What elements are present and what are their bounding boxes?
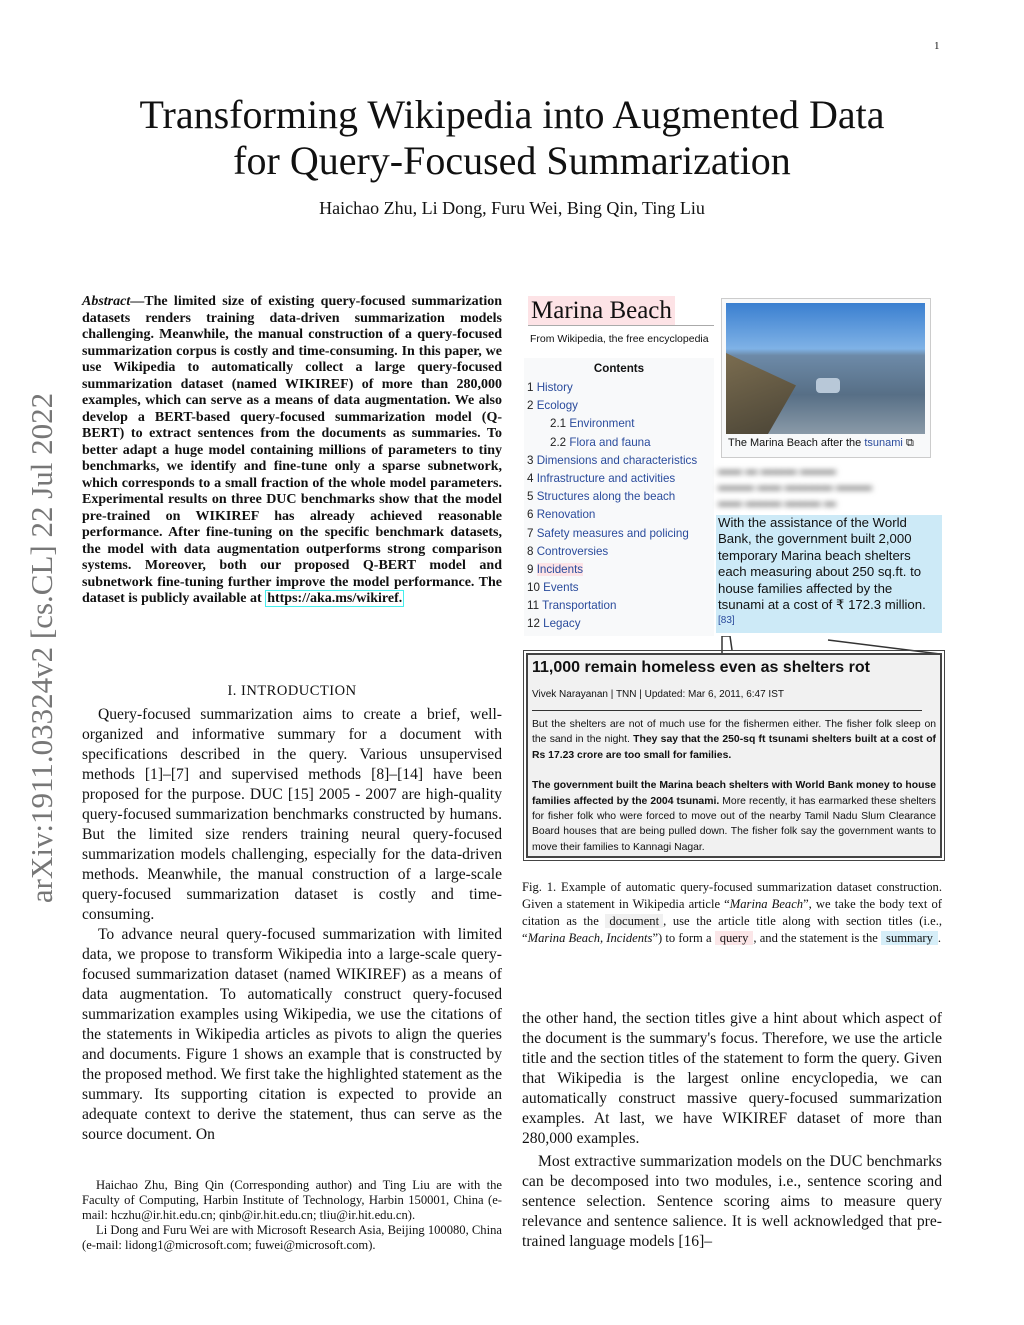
toc-link[interactable]: Renovation	[536, 508, 596, 522]
toc-item[interactable]	[524, 397, 714, 415]
news-text: But the shelters are not of much use for the fishermen either. The fisher folk sleep on the sand in the night.	[532, 719, 936, 746]
toc-number: 11	[527, 599, 540, 613]
toc-number: 3	[527, 453, 534, 467]
toc-number: 12	[527, 617, 540, 631]
toc-item[interactable]	[524, 579, 714, 597]
toc-item[interactable]	[524, 434, 714, 452]
toc-item[interactable]	[524, 543, 714, 561]
caption-text: ”) to form a	[652, 931, 715, 945]
summary-highlight: summary	[881, 931, 938, 945]
toc-link[interactable]: Ecology	[536, 399, 578, 413]
news-body	[532, 717, 936, 870]
news-text: More recently, it has earmarked these shelters for fisher folk who were forced to move out of the nearby Tamil Nadu Slum Clearance Board houses that are being pulled down. The fisher folk say the government wants to move their families to Kannagi Nagar.	[532, 795, 937, 853]
caption-italic: Marina Beach, Incidents	[527, 931, 653, 945]
paragraph: Most extractive summarization models on the DUC benchmarks can be decomposed into two modules, i.e., sentence scoring and sentence selection. Sentence scoring aims to measure query relevance and sentence salience. It is well acknowledged that pre-trained language models [16]–	[522, 1153, 942, 1250]
caption-text: , and the statement is the	[753, 931, 882, 945]
toc-item[interactable]	[524, 561, 714, 579]
toc-item[interactable]	[524, 597, 714, 615]
news-text-bold: The government built the Marina beach shelters with World Bank money to house families affected by the 2004 tsunami.	[532, 780, 936, 807]
toc-number: 5	[527, 490, 534, 504]
toc-link[interactable]: Incidents	[536, 562, 584, 576]
toc-item[interactable]	[524, 506, 714, 524]
toc-item[interactable]	[524, 615, 714, 633]
dataset-link[interactable]: https://aka.ms/wikiref.	[267, 591, 403, 606]
statement-text: With the assistance of the World Bank, the government built 2,000 temporary Marina beach shelters each measuring about 250 sq.ft. to house families affected by the tsunami at a cost of ₹ 172.3 million.	[718, 515, 926, 613]
toc-link[interactable]: Environment	[569, 417, 635, 431]
section-heading: I. INTRODUCTION	[227, 683, 357, 699]
divider	[528, 325, 714, 326]
toc-number: 2.2	[550, 435, 567, 449]
caption-text: , use the article title along with section titles (i.e., “	[522, 914, 943, 945]
document-highlight: document	[605, 914, 663, 928]
wiki-article-title: Marina Beach	[528, 296, 675, 326]
toc-item[interactable]	[524, 379, 714, 397]
arxiv-watermark: arXiv:1911.03324v2 [cs.CL] 22 Jul 2022	[24, 392, 59, 904]
toc-link[interactable]: Structures along the beach	[536, 490, 676, 504]
title-line: for Query-Focused Summarization	[233, 138, 791, 183]
news-byline: Vivek Narayanan | TNN | Updated: Mar 6, 2011, 6:47 IST	[532, 689, 784, 700]
query-highlight: query	[715, 931, 754, 945]
toc-number: 1	[527, 381, 534, 394]
toc-item[interactable]	[524, 415, 714, 433]
right-column-text	[522, 1009, 942, 1252]
toc-number: 8	[527, 544, 534, 558]
toc-item[interactable]	[524, 525, 714, 543]
toc-link[interactable]: Controversies	[536, 544, 609, 558]
title-line: Transforming Wikipedia into Augmented Data	[139, 92, 885, 137]
caption-text: Fig. 1. Example of automatic query-focused summarization dataset construction. Given a statement in Wikipedia article “	[522, 880, 942, 911]
toc-number: 10	[527, 581, 540, 595]
beach-photo	[726, 303, 925, 434]
blurred-text: ▬▬ ▬ ▬▬▬ ▬▬▬ ▬▬▬ ▬▬ ▬▬▬▬ ▬▬▬ ▬▬ ▬▬▬ ▬▬▬ ▬	[718, 463, 873, 509]
image-caption	[728, 437, 914, 450]
footnotes	[82, 1178, 502, 1253]
caption-italic: Marina Beach	[729, 897, 804, 911]
toc-number: 4	[527, 471, 534, 485]
toc-heading: Contents	[593, 362, 645, 375]
wiki-subtitle: From Wikipedia, the free encyclopedia	[530, 333, 709, 345]
toc-link[interactable]: Legacy	[543, 617, 581, 631]
authors: Haichao Zhu, Li Dong, Furu Wei, Bing Qin, Ting Liu	[319, 198, 705, 218]
toc-item[interactable]	[524, 488, 714, 506]
footnote: Li Dong and Furu Wei are with Microsoft Research Asia, Beijing 100080, China (e-mail: lidong1@microsoft.com; fuwei@microsoft.com).	[82, 1223, 502, 1252]
toc-link[interactable]: Infrastructure and activities	[536, 471, 676, 485]
toc-number: 9	[527, 562, 534, 576]
toc-link[interactable]: History	[536, 381, 573, 394]
figure-caption	[522, 879, 942, 947]
caption-text: .	[937, 931, 942, 945]
intro-text	[82, 705, 502, 1145]
abstract	[82, 294, 502, 608]
divider	[532, 710, 922, 711]
abstract-text: —The limited size of existing query-focused summarization datasets renders training data-driven summarization models challenging. Meanwhile, the manual construction of a query-focused summarization corpus is costly and time-consuming. In this paper, we use Wikipedia to automatically collect a large query-focused summarization dataset (named WIKIREF) of more than 280,000 examples, which can serve as a means of data augmentation. We also develop a BERT-based query-focused summarization model (Q-BERT) to extract sentences from the documents as summaries. To better adapt a huge model containing millions of parameters to tiny benchmarks, we identify and fine-tune only a sparse subnetwork, which corresponds to a small fraction of the whole model parameters. Experimental results on three DUC benchmarks show that the model pre-trained on WIKIREF has already achieved reasonable performance. After fine-tuning on the specific benchmark datasets, the model with data augmentation outperforms strong comparison systems. Moreover, both our proposed Q-BERT model and subnetwork fine-tuning further improve the model performance. The dataset is publicly available at	[82, 294, 502, 606]
toc-number: 6	[527, 508, 534, 522]
caption-text: ”, we take the body text of citation as the	[522, 897, 942, 928]
toc-number: 2.1	[550, 417, 567, 431]
toc-number: 7	[527, 526, 534, 540]
paragraph: To advance neural query-focused summarization with limited data, we propose to transform Wikipedia into a large-scale query-focused summarization dataset (named WIKIREF) as a means of data augmentation. To automatically construct query-focused summarization examples using Wikipedia, we use the citations of the statements in Wikipedia articles as pivots to align the queries and documents. Figure 1 shows an example that is constructed by the proposed method. We first take the highlighted statement as the summary. Its supporting citation is expected to provide an adequate context to derive the statement, thus can serve as the source document. On	[82, 926, 502, 1143]
toc-number: 2	[527, 399, 534, 413]
page-number: 1	[934, 40, 940, 52]
toc-link[interactable]: Events	[543, 581, 579, 595]
toc-item[interactable]	[524, 452, 714, 470]
enlarge-icon[interactable]: ⧉	[905, 437, 914, 449]
toc-item[interactable]	[524, 470, 714, 488]
paragraph: the other hand, the section titles give a hint about which aspect of the document is the summary's focus. Therefore, we use the article title and the section titles of the statement to form the query. Given that Wikipedia is the largest online encyclopedia, we can automatically construct massive query-focused summarization examples. At last, we have WIKIREF dataset of more than 280,000 examples.	[522, 1010, 942, 1147]
abstract-label: Abstract	[82, 294, 131, 309]
toc-link[interactable]: Transportation	[542, 599, 617, 613]
toc-link[interactable]: Safety measures and policing	[536, 526, 689, 540]
news-headline: 11,000 remain homeless even as shelters rot	[532, 659, 870, 676]
toc-link[interactable]: Flora and fauna	[569, 435, 651, 449]
table-of-contents	[524, 358, 714, 636]
footnote: Haichao Zhu, Bing Qin (Corresponding author) and Ting Liu are with the Faculty of Computing, Harbin Institute of Technology, Harbin 150001, China (e-mail: hczhu@ir.hit.edu.cn; qinb@ir.hit.edu.cn; tliu@ir.hit.edu.cn).	[82, 1178, 502, 1222]
paragraph: Query-focused summarization aims to create a brief, well-organized and informative summary for a document with specifications described in the query. Various unsupervised methods [1]–[7] and supervised methods [8]–[14] have been proposed for the purpose. DUC [15] 2005 - 2007 are high-quality query-focused summarization benchmarks constructed by humans. But the limited size renders training neural query-focused summarization models challenging, especially for the data-driven methods. Meanwhile, the manual construction of a large-scale query-focused summarization dataset is costly and time-consuming.	[82, 706, 502, 923]
news-text-bold: They say that the 250-sq ft tsunami shelters built at a cost of Rs 17.23 crore are too small for families.	[532, 734, 936, 761]
tsunami-link[interactable]: tsunami	[864, 437, 903, 449]
wiki-image-box	[721, 298, 931, 458]
news-article-box	[526, 653, 942, 858]
highlighted-statement	[716, 515, 942, 633]
caption-text: The Marina Beach after the	[728, 437, 865, 449]
paper-title	[80, 92, 944, 184]
citation-ref[interactable]: [83]	[718, 615, 735, 627]
toc-link[interactable]: Dimensions and characteristics	[536, 453, 698, 467]
